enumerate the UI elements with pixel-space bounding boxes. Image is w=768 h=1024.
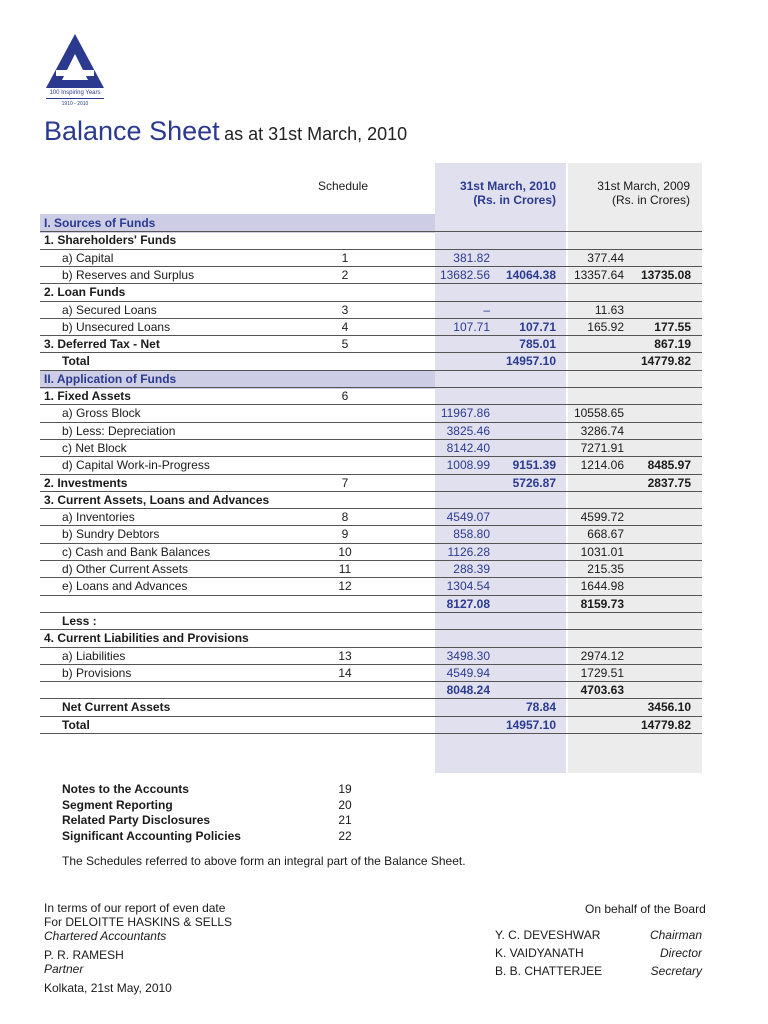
cell-v2009a: 3286.74 <box>580 423 624 438</box>
cell-v2009a: 8159.73 <box>580 596 624 611</box>
row-label: c) Cash and Bank Balances <box>62 544 211 559</box>
cell-v2009b: 177.55 <box>654 319 691 334</box>
note-schedule: 20 <box>338 797 352 812</box>
row-label: 1. Shareholders' Funds <box>44 233 177 248</box>
row-label: 3. Deferred Tax - Net <box>44 337 160 352</box>
row-schedule: 2 <box>341 267 349 282</box>
row-label: d) Other Current Assets <box>62 562 189 576</box>
signatory-role: Secretary <box>650 964 702 978</box>
cell-v2009a: 13357.64 <box>573 267 624 282</box>
cell-v2010a: – <box>483 302 490 317</box>
cell-v2010a: 381.82 <box>453 250 490 265</box>
row-label: a) Gross Block <box>62 406 141 421</box>
cell-v2010a: 858.80 <box>453 527 490 542</box>
cell-v2010b: 107.71 <box>519 319 556 334</box>
column-header-2010-unit: (Rs. in Crores) <box>473 193 556 207</box>
auditor-role: Partner <box>44 962 84 976</box>
cell-v2009a: 1214.06 <box>580 458 624 473</box>
row-schedule: 8 <box>341 510 349 525</box>
cell-v2009a: 1644.98 <box>580 579 624 594</box>
logo-caption: 100 Inspiring Years <box>49 90 101 96</box>
table-row <box>40 301 702 318</box>
table-row <box>40 231 702 248</box>
row-label: a) Liabilities <box>62 648 126 663</box>
row-label: 2. Investments <box>44 475 128 490</box>
cell-v2009b: 14779.82 <box>640 717 691 732</box>
note-schedule: 22 <box>338 828 352 843</box>
cell-v2009a: 11.63 <box>594 302 624 317</box>
cell-v2009a: 215.35 <box>587 562 624 576</box>
cell-v2010b: 78.84 <box>525 700 556 715</box>
auditor-name: P. R. RAMESH <box>44 948 124 962</box>
cell-v2010b: 785.01 <box>519 337 556 352</box>
cell-v2010a: 3825.46 <box>446 423 490 438</box>
row-schedule: 5 <box>341 337 349 352</box>
row-label: a) Secured Loans <box>62 302 157 317</box>
cell-v2009a: 2974.12 <box>580 648 624 663</box>
row-label: Net Current Assets <box>62 700 171 715</box>
column-header-2009-unit: (Rs. in Crores) <box>611 193 690 207</box>
cell-v2009a: 377.44 <box>587 250 624 265</box>
signatory-name: B. B. CHATTERJEE <box>495 964 603 978</box>
table-row <box>40 612 702 629</box>
row-label: b) Sundry Debtors <box>62 527 160 542</box>
column-header-2009-date: 31st March, 2009 <box>597 179 690 193</box>
cell-v2010b: 5726.87 <box>512 475 556 490</box>
note-label: Related Party Disclosures <box>62 813 211 827</box>
cell-v2009a: 4599.72 <box>580 510 624 525</box>
row-label: a) Inventories <box>62 510 135 525</box>
row-schedule: 4 <box>341 319 349 334</box>
cell-v2010b: 14957.10 <box>505 354 556 369</box>
row-label: b) Reserves and Surplus <box>62 267 195 282</box>
note-label: Significant Accounting Policies <box>62 828 241 843</box>
table-row <box>40 647 702 664</box>
cell-v2010b: 14957.10 <box>505 717 556 732</box>
row-label: 1. Fixed Assets <box>44 389 131 403</box>
company-logo <box>42 32 108 112</box>
row-schedule: 13 <box>338 648 352 663</box>
table-row <box>40 560 702 577</box>
row-label: 2. Loan Funds <box>44 285 126 300</box>
cell-v2009a: 1729.51 <box>580 665 624 680</box>
cell-v2009a: 4703.63 <box>580 683 624 698</box>
cell-v2009a: 7271.91 <box>580 440 624 455</box>
note-schedule: 21 <box>338 813 352 827</box>
row-label: c) Net Block <box>62 440 127 455</box>
logo-divider <box>46 98 104 99</box>
table-row <box>40 629 702 646</box>
board-heading: On behalf of the Board <box>585 902 706 916</box>
cell-v2009b: 2837.75 <box>647 475 691 490</box>
table-row <box>40 283 702 300</box>
signatory-name: K. VAIDYANATH <box>495 946 584 960</box>
row-schedule: 3 <box>341 302 349 317</box>
row-schedule: 6 <box>341 389 349 403</box>
row-label: I. Sources of Funds <box>44 216 156 230</box>
table-row <box>40 716 702 733</box>
report-reference: In terms of our report of even date <box>44 901 226 915</box>
table-row <box>40 508 702 525</box>
table-row <box>40 370 702 387</box>
row-label: Total <box>62 717 90 732</box>
cell-v2009a: 668.67 <box>587 527 624 542</box>
row-schedule: 7 <box>341 475 349 490</box>
row-schedule: 9 <box>341 527 349 542</box>
row-label: 4. Current Liabilities and Provisions <box>44 631 249 646</box>
logo-years: 1910 - 2010 <box>61 101 89 107</box>
cell-v2010a: 3498.30 <box>446 648 490 663</box>
cell-v2009a: 165.92 <box>587 319 624 334</box>
table-row <box>40 249 702 266</box>
itc-logo-icon <box>42 32 108 90</box>
row-label: Less : <box>62 613 97 628</box>
cell-v2010a: 8127.08 <box>446 596 490 611</box>
row-label: Total <box>62 354 90 369</box>
table-row <box>40 318 702 335</box>
table-row <box>40 474 702 491</box>
place-date: Kolkata, 21st May, 2010 <box>44 981 172 995</box>
table-row <box>40 543 702 560</box>
page-title <box>44 116 407 147</box>
schedule-header: Schedule <box>317 179 369 193</box>
table-row <box>40 681 702 698</box>
cell-v2009b: 867.19 <box>654 337 691 352</box>
auditor-firm: For DELOITTE HASKINS & SELLS <box>44 915 233 929</box>
table-row <box>40 491 702 508</box>
cell-v2010a: 107.71 <box>453 319 490 334</box>
table-row <box>40 422 702 439</box>
table-row <box>40 698 702 715</box>
column-header-2010 <box>436 179 556 207</box>
note-schedule: 19 <box>338 782 352 796</box>
cell-v2010a: 288.39 <box>453 562 490 576</box>
row-schedule: 10 <box>338 544 352 559</box>
row-label: b) Unsecured Loans <box>62 319 171 334</box>
table-row <box>40 387 702 404</box>
row-schedule: 1 <box>341 250 349 265</box>
row-schedule: 12 <box>338 579 352 594</box>
cell-v2009b: 3456.10 <box>647 700 691 715</box>
table-row <box>40 266 702 283</box>
cell-v2010a: 4549.94 <box>446 665 490 680</box>
row-label: 3. Current Assets, Loans and Advances <box>44 492 270 507</box>
table-row <box>40 352 702 369</box>
schedules-statement: The Schedules referred to above form an integral part of the Balance Sheet. <box>62 854 466 868</box>
signatory-role: Director <box>659 946 702 960</box>
cell-v2010a: 8048.24 <box>446 683 490 698</box>
signatory-name: Y. C. DEVESHWAR <box>495 928 601 942</box>
table-row <box>40 456 702 473</box>
note-label: Segment Reporting <box>62 797 173 812</box>
table-row <box>40 577 702 594</box>
column-header-2009 <box>570 179 690 207</box>
row-label: II. Application of Funds <box>44 371 177 386</box>
title-main: Balance Sheet <box>44 116 220 146</box>
cell-v2010b: 9151.39 <box>512 458 556 473</box>
cell-v2010a: 13682.56 <box>439 267 490 282</box>
signatory-role: Chairman <box>649 928 702 942</box>
note-label: Notes to the Accounts <box>62 782 189 796</box>
cell-v2010b: 14064.38 <box>505 267 556 282</box>
cell-v2010a: 1008.99 <box>446 458 490 473</box>
row-label: b) Less: Depreciation <box>62 423 176 438</box>
row-schedule: 11 <box>338 562 352 576</box>
cell-v2010a: 1126.28 <box>447 544 490 559</box>
cell-v2010a: 4549.07 <box>446 510 490 525</box>
table-row <box>40 214 702 231</box>
cell-v2009a: 10558.65 <box>573 406 624 421</box>
table-row <box>40 525 702 542</box>
column-header-2010-date: 31st March, 2010 <box>459 179 556 193</box>
table-row <box>40 335 702 352</box>
table-row <box>40 439 702 456</box>
cell-v2009a: 1031.01 <box>580 544 624 559</box>
row-schedule: 14 <box>338 665 352 680</box>
cell-v2010a: 1304.54 <box>446 579 490 594</box>
table-row <box>40 595 702 612</box>
cell-v2010a: 8142.40 <box>446 440 490 455</box>
cell-v2009b: 13735.08 <box>640 267 691 282</box>
row-label: d) Capital Work-in-Progress <box>62 458 210 473</box>
cell-v2010a: 11967.86 <box>440 406 490 421</box>
table-row <box>40 404 702 421</box>
row-label: b) Provisions <box>62 665 132 680</box>
cell-v2009b: 8485.97 <box>647 458 691 473</box>
row-divider <box>40 733 702 734</box>
cell-v2009b: 14779.82 <box>640 354 691 369</box>
row-label: a) Capital <box>62 250 114 265</box>
table-row <box>40 664 702 681</box>
row-label: e) Loans and Advances <box>62 579 188 594</box>
title-sub: as at 31st March, 2010 <box>224 124 408 144</box>
auditor-designation: Chartered Accountants <box>44 929 167 943</box>
